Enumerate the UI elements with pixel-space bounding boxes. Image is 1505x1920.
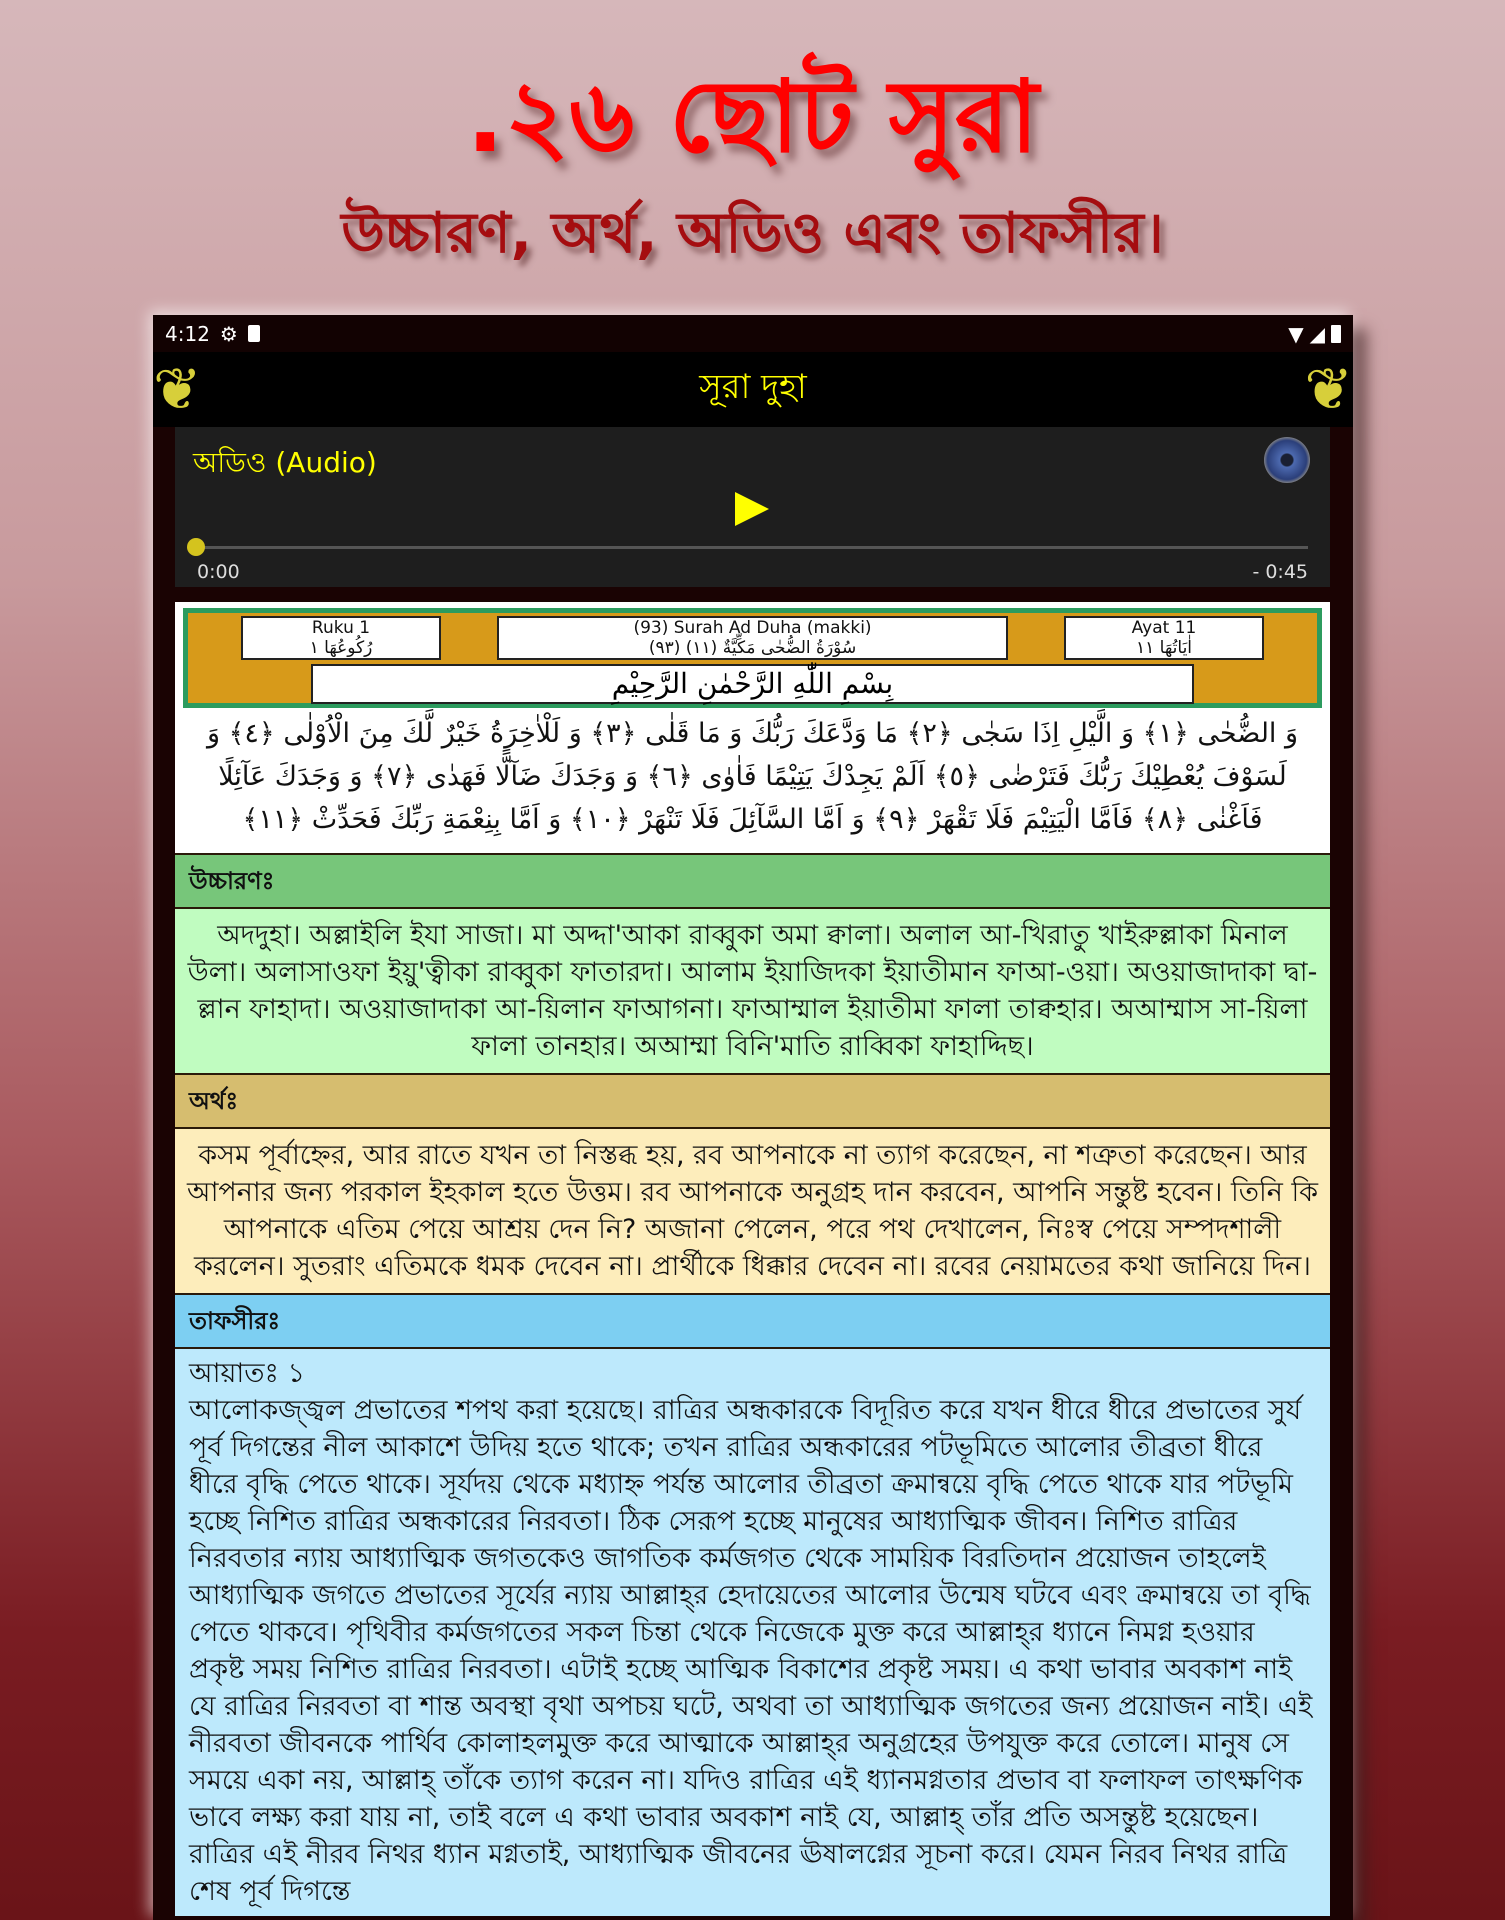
pronunciation-text: অদদুহা। অল্লাইলি ইযা সাজা। মা অদ্দা'আকা রাব্বুকা অমা ক্বালা। অলাল আ-খিরাতু খাইরুল্লাকা মিনাল উলা। অলাসাওফা ইয়ু'ত্বীকা রাব্বুকা ফাতারদা। আলাম ইয়াজিদকা ইয়াতীমান ফাআ-ওয়া। অওয়াজাদাকা দ্বা-ল্লান ফাহাদা। অওয়াজাদাকা আ-য়িলান ফাআগনা। ফাআম্মাল ইয়াতীমা ফালা তাক্বহার। অআম্মাস সা-য়িলা ফালা তানহার। অআম্মা বিনি'মাতি রাব্বিকা ফাহাদ্দিছ। bbox=[175, 909, 1330, 1073]
bismillah: بِسْمِ اللّٰهِ الرَّحْمٰنِ الرَّحِيْمِ bbox=[311, 664, 1194, 704]
battery-icon bbox=[1331, 325, 1341, 343]
tafsir-body bbox=[175, 1349, 1330, 1916]
toolbar bbox=[153, 352, 1353, 427]
phone-screen bbox=[153, 315, 1353, 1920]
audio-label: অডিও (Audio) bbox=[193, 446, 377, 479]
settings-icon: ⚙ bbox=[219, 321, 238, 346]
surah-arabic: (٩٣) سُوْرَةُ الضُّحٰى مَكِّيَّةٌ (١١) bbox=[648, 638, 857, 658]
status-bar bbox=[153, 315, 1353, 352]
surah-label: (93) Surah Ad Duha (makki) bbox=[633, 618, 872, 638]
sd-card-icon bbox=[248, 325, 260, 342]
ayat-label: Ayat 11 bbox=[1131, 618, 1197, 638]
status-time: 4:12 bbox=[165, 321, 210, 346]
surah-plaque bbox=[183, 608, 1322, 708]
meaning-text: কসম পূর্বাহ্নের, আর রাতে যখন তা নিস্তব্ধ হয়, রব আপনাকে না ত্যাগ করেছেন, না শত্রুতা করেছেন। আর আপনার জন্য পরকাল ইহকাল হতে উত্তম। রব আপনাকে অনুগ্রহ দান করবেন, আপনি সন্তুষ্ট হবেন। তিনি কি আপনাকে এতিম পেয়ে আশ্রয় দেন নি? অজানা পেলেন, পরে পথ দেখালেন, নিঃস্ব পেয়ে সম্পদশালী করলেন। সুতরাং এতিমকে ধমক দেবেন না। প্রার্থীকে ধিক্কার দেবেন না। রবের নেয়ামতের কথা জানিয়ে দিন। bbox=[175, 1129, 1330, 1293]
tafsir-heading: তাফসীরঃ bbox=[175, 1293, 1330, 1349]
ruku-arabic: رُكُوعُهَا ١ bbox=[309, 638, 373, 658]
meaning-heading: অর্থঃ bbox=[175, 1073, 1330, 1129]
toolbar-title: সূরা দুহা bbox=[699, 367, 807, 407]
promo-title: .২৬ ছোট সুরা bbox=[466, 58, 1039, 175]
tafsir-ayat-label: আয়াতঃ ১ bbox=[189, 1358, 305, 1389]
seek-bar[interactable] bbox=[197, 546, 1308, 549]
ayat-arabic: اٰيَاتُهَا ١١ bbox=[1135, 638, 1193, 658]
signal-icon: ◢ bbox=[1309, 321, 1325, 346]
surah-banner bbox=[175, 602, 1330, 853]
elapsed-time: 0:00 bbox=[197, 561, 240, 583]
surah-content bbox=[175, 602, 1330, 1916]
surah-box bbox=[497, 616, 1008, 660]
pronunciation-heading: উচ্চারণঃ bbox=[175, 853, 1330, 909]
ruku-box bbox=[241, 616, 441, 660]
wifi-icon: ▼ bbox=[1288, 321, 1304, 346]
ruku-label: Ruku 1 bbox=[311, 618, 371, 638]
remaining-time: - 0:45 bbox=[1252, 561, 1308, 583]
speaker-icon[interactable] bbox=[1264, 437, 1310, 483]
ayat-box bbox=[1064, 616, 1264, 660]
ornament-right-icon: ❦ bbox=[1304, 355, 1353, 423]
promo-subtitle: উচ্চারণ, অর্থ, অডিও এবং তাফসীর। bbox=[341, 201, 1164, 266]
seek-thumb[interactable] bbox=[187, 538, 205, 556]
ornament-left-icon: ❦ bbox=[153, 355, 202, 423]
tafsir-text: আলোকজ্জ্বল প্রভাতের শপথ করা হয়েছে। রাত্রির অন্ধকারকে বিদূরিত করে যখন ধীরে ধীরে প্রভাতের সুর্য পূর্ব দিগন্তের নীল আকাশে উদিয় হতে থাকে; তখন রাত্রির অন্ধকারের পটভূমিতে আলোর তীব্রতা ধীরে ধীরে বৃদ্ধি পেতে থাকে। সূর্যদয় থেকে মধ্যাহ্ন পর্যন্ত আলোর তীব্রতা ক্রমান্বয়ে বৃদ্ধি পেতে থাকে যার পটভূমি হচ্ছে নিশিত রাত্রির অন্ধকারের নিরবতা। ঠিক সেরূপ হচ্ছে মানুষের আধ্যাত্মিক জীবন। নিশিত রাত্রির নিরবতার ন্যায় আধ্যাত্মিক জগতকেও জাগতিক কর্মজগত থেকে সাময়িক বিরতিদান প্রয়োজন তাহলেই আধ্যাত্মিক জগতে প্রভাতের সূর্যের ন্যায় আল্লাহ্‌র হেদায়েতের আলোর উন্মেষ ঘটবে এবং ক্রমান্বয়ে তা বৃদ্ধি পেতে থাকবে। পৃথিবীর কর্মজগতের সকল চিন্তা থেকে নিজেকে মুক্ত করে আল্লাহ্‌র ধ্যানে নিমগ্ন হওয়ার প্রকৃষ্ট সময় নিশিত রাত্রির নিরবতা। এটাই হচ্ছে আত্মিক বিকাশের প্রকৃষ্ট সময়। এ কথা ভাবার অবকাশ নাই যে রাত্রির নিরবতা বা শান্ত অবস্থা বৃথা অপচয় ঘটে, অথবা তা আধ্যাত্মিক জগতের জন্য প্রয়োজন নাই। এই নীরবতা জীবনকে পার্থিব কোলাহলমুক্ত করে আত্মাকে আল্লাহ্‌র অনুগ্রহের উপযুক্ত করে তোলে। মানুষ সে সময়ে একা নয়, আল্লাহ্‌ তাঁকে ত্যাগ করেন না। যদিও রাত্রির এই ধ্যানমগ্নতার প্রভাব বা ফলাফল তাৎক্ষণিক ভাবে লক্ষ্য করা যায় না, তাই বলে এ কথা ভাবার অবকাশ নাই যে, আল্লাহ্‌ তাঁর প্রতি অসন্তুষ্ট হয়েছেন। রাত্রির এই নীরব নিথর ধ্যান মগ্নতাই, আধ্যাত্মিক জীবনের ঊষালগ্নের সূচনা করে। যেমন নিরব নিথর রাত্রি শেষ পূর্ব দিগন্তে bbox=[189, 1395, 1313, 1907]
play-button[interactable] bbox=[735, 492, 769, 526]
audio-player bbox=[175, 427, 1330, 587]
arabic-text: وَ الضُّحٰى ﴿١﴾ وَ الَّيْلِ اِذَا سَجٰى ﴿٢﴾ مَا وَدَّعَكَ رَبُّكَ وَ مَا قَلٰى ﴿٣﴾ وَ لَلْاٰخِرَةُ خَيْرٌ لَّكَ مِنَ الْاُوْلٰى ﴿٤﴾ وَ لَسَوْفَ يُعْطِيْكَ رَبُّكَ فَتَرْضٰى ﴿٥﴾ اَلَمْ يَجِدْكَ يَتِيْمًا فَاٰوٰى ﴿٦﴾ وَ وَجَدَكَ ضَآلًّا فَهَدٰى ﴿٧﴾ وَ وَجَدَكَ عَآئِلًا فَاَغْنٰى ﴿٨﴾ فَاَمَّا الْيَتِيْمَ فَلَا تَقْهَرْ ﴿٩﴾ وَ اَمَّا السَّآئِلَ فَلَا تَنْهَرْ ﴿١٠﴾ وَ اَمَّا بِنِعْمَةِ رَبِّكَ فَحَدِّثْ ﴿١١﴾ bbox=[206, 718, 1299, 835]
